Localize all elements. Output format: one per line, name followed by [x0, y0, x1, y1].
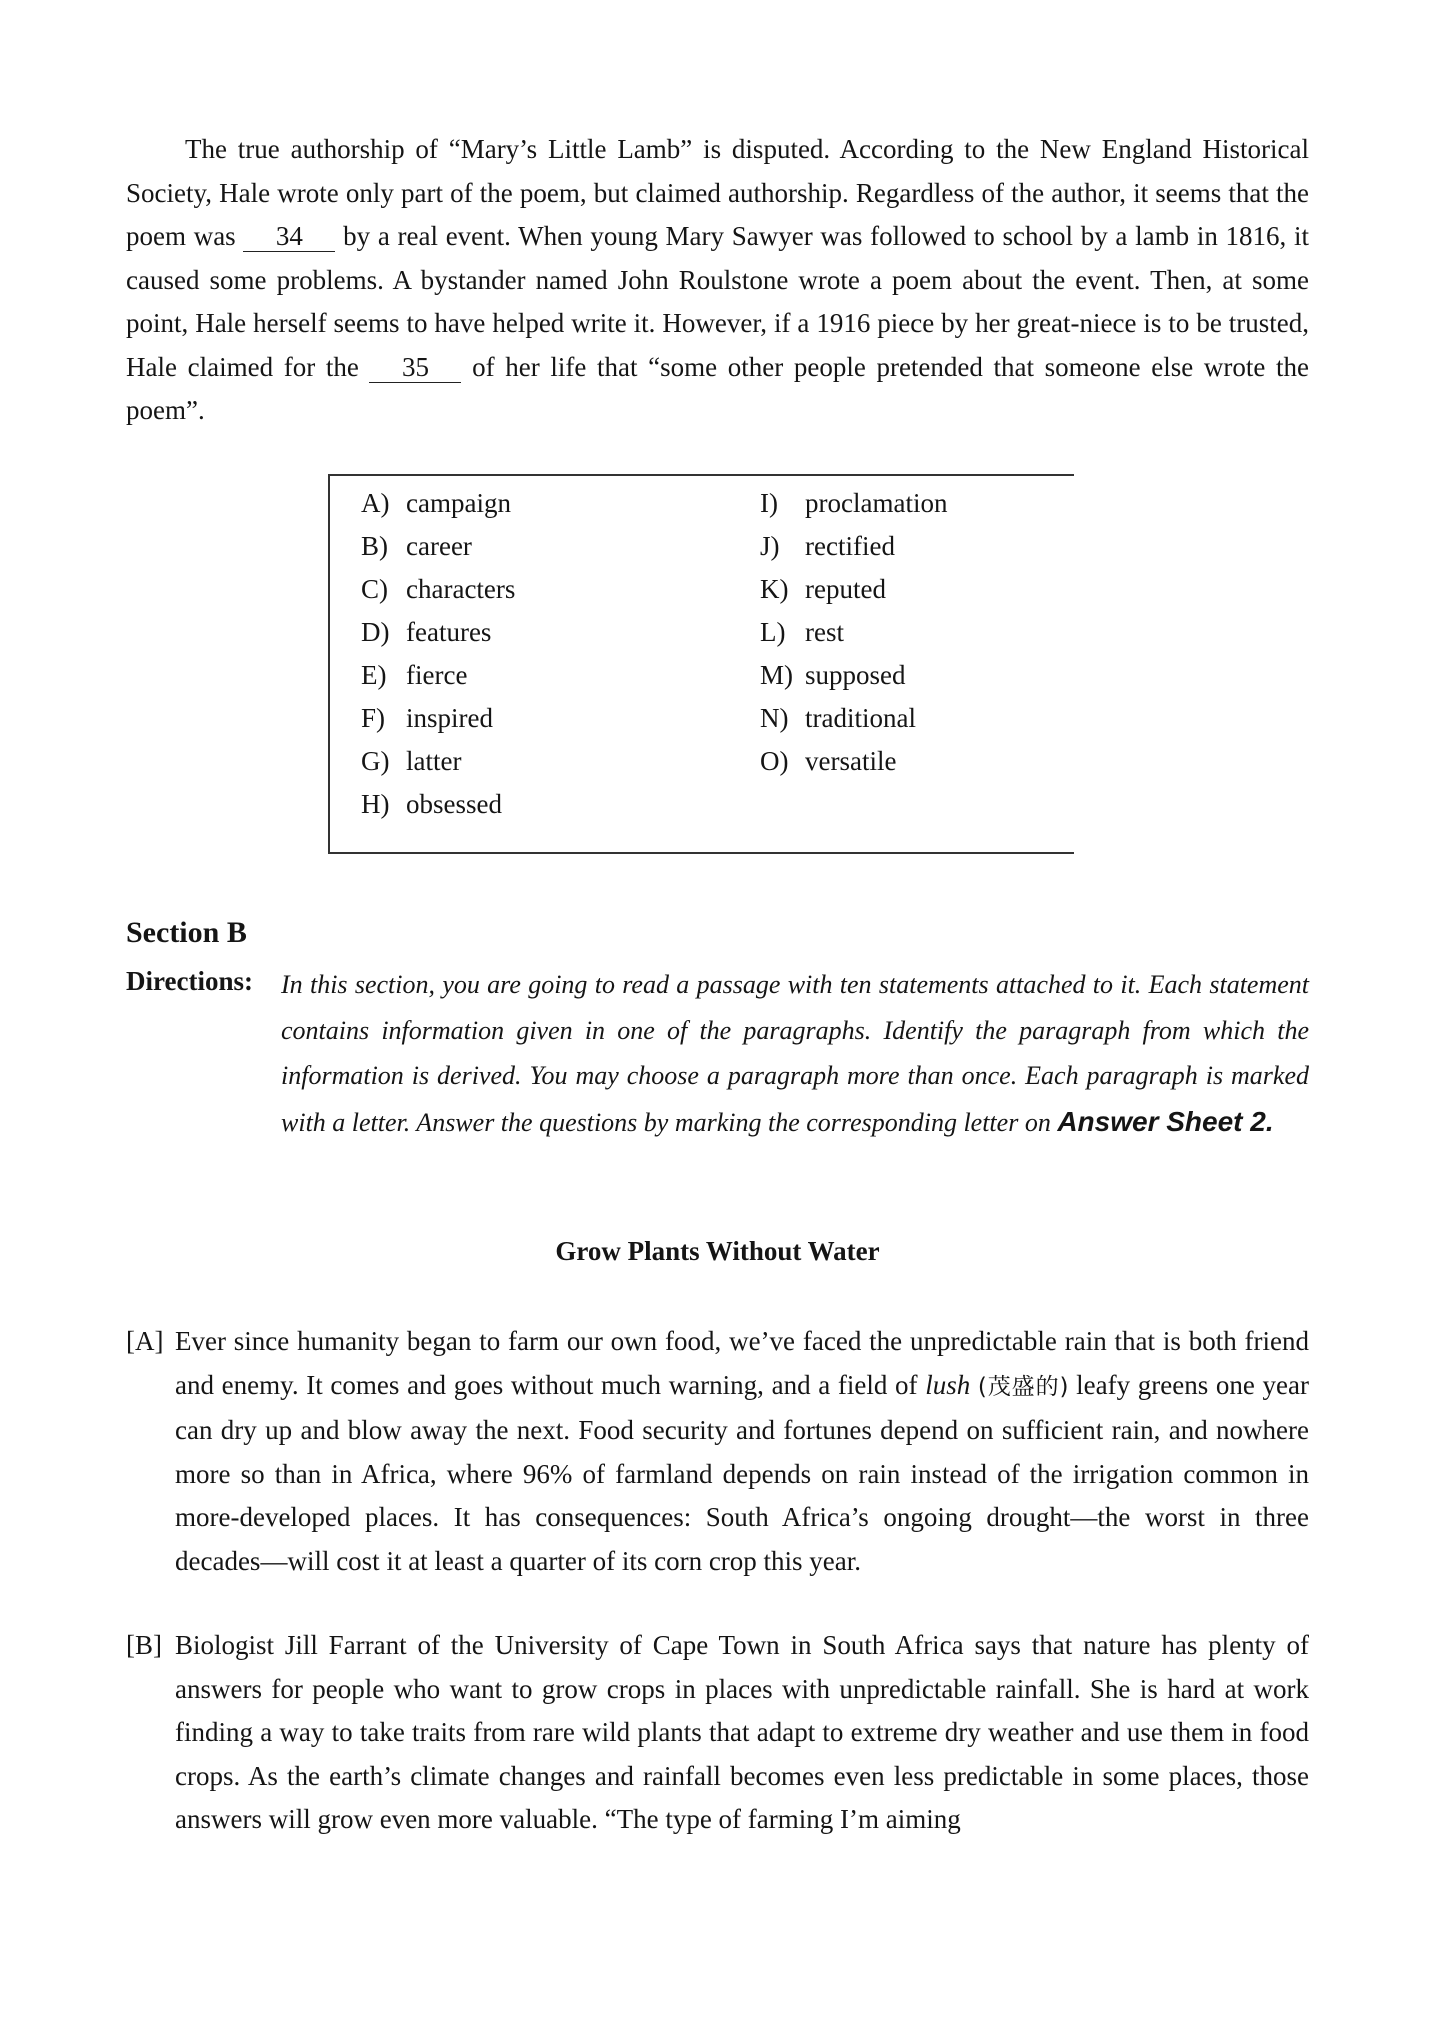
paragraph-text: Biologist Jill Farrant of the University of Cape Town in South Africa says that nature has plenty of answers for people who want to grow crops in places with unpredictable rainfall. She is hard at work finding a way to take traits from rare wild plants that adapt to extreme dry weather and use them in food crops. As the earth’s climate changes and rainfall becomes even less predictable in some places, those answers will grow even more valuable. “The type of farming I’m aiming: [175, 1630, 1309, 1835]
word-bank-box: [328, 474, 1074, 854]
article-paragraph-b: [126, 1624, 1309, 1842]
directions-label: Directions:: [126, 966, 253, 996]
word-option: N) traditional: [760, 703, 916, 733]
word-option: C) characters: [361, 574, 516, 604]
answer-sheet-ref: Answer Sheet 2.: [1057, 1106, 1274, 1138]
article-title: Grow Plants Without Water: [555, 1236, 880, 1266]
passage-text-part1: The true authorship of “Mary’s Little Lamb” is disputed. According to the New England Historical Society, Hale wrote only part of the poem, but claimed authorship. Regardless of the author, it seems that the poem was: [126, 134, 1309, 251]
paragraph-label: [A]: [126, 1326, 164, 1356]
gloss: (茂盛的): [977, 1373, 1069, 1400]
word-option: A) campaign: [361, 488, 511, 518]
word-option: F) inspired: [361, 703, 493, 733]
article-paragraph-a: [126, 1320, 1309, 1584]
word-option: H) obsessed: [361, 789, 502, 819]
word-option: M) supposed: [760, 660, 906, 690]
paragraph-label: [B]: [126, 1630, 162, 1660]
section-title: Section B: [126, 916, 247, 949]
paragraph-text: Ever since humanity began to farm our own food, we’ve faced the unpredictable rain that is both friend and enemy. It comes and goes without much warning, and a field of: [175, 1326, 1309, 1400]
word-option: G) latter: [361, 746, 462, 776]
word-option: O) versatile: [760, 746, 897, 776]
word-option: I) proclamation: [760, 488, 948, 518]
italic-word: lush: [925, 1369, 971, 1400]
paragraph-text-cont: leafy greens one year can dry up and blow away the next. Food security and fortunes depend on sufficient rain, and nowhere more so than in Africa, where 96% of farmland depends on rain instead of the irrigation common in more-developed places. It has consequences: South Africa’s ongoing drought—the worst in three decades—will cost it at least a quarter of its corn crop this year.: [175, 1369, 1310, 1576]
word-option: E) fierce: [361, 660, 468, 690]
blank-34[interactable]: 34: [243, 221, 335, 252]
word-option: J) rectified: [760, 531, 895, 561]
directions-text: [281, 962, 1309, 1146]
word-option: L) rest: [760, 617, 844, 647]
passage-text-part2: by a real event. When young Mary Sawyer was followed to school by a lamb in 1816, it caused some problems. A bystander named John Roulstone wrote a poem about the event. Then, at some point, Hale herself seems to have helped write it. However, if a 1916 piece by her great-niece is to be trusted, Hale claimed for the: [126, 221, 1309, 382]
passage-paragraph: [126, 128, 1309, 433]
word-option: B) career: [361, 531, 472, 561]
word-option: D) features: [361, 617, 492, 647]
blank-35[interactable]: 35: [369, 352, 461, 383]
word-option: K) reputed: [760, 574, 886, 604]
directions-body: In this section, you are going to read a passage with ten statements attached to it. Each statement contains information given in one of the paragraphs. Identify the paragraph from which the information is derived. You may choose a paragraph more than once. Each paragraph is marked with a letter. Answer the questions by marking the corresponding letter on: [281, 970, 1309, 1138]
passage-text-part3: of her life that “some other people pretended that someone else wrote the poem”.: [126, 351, 1309, 425]
